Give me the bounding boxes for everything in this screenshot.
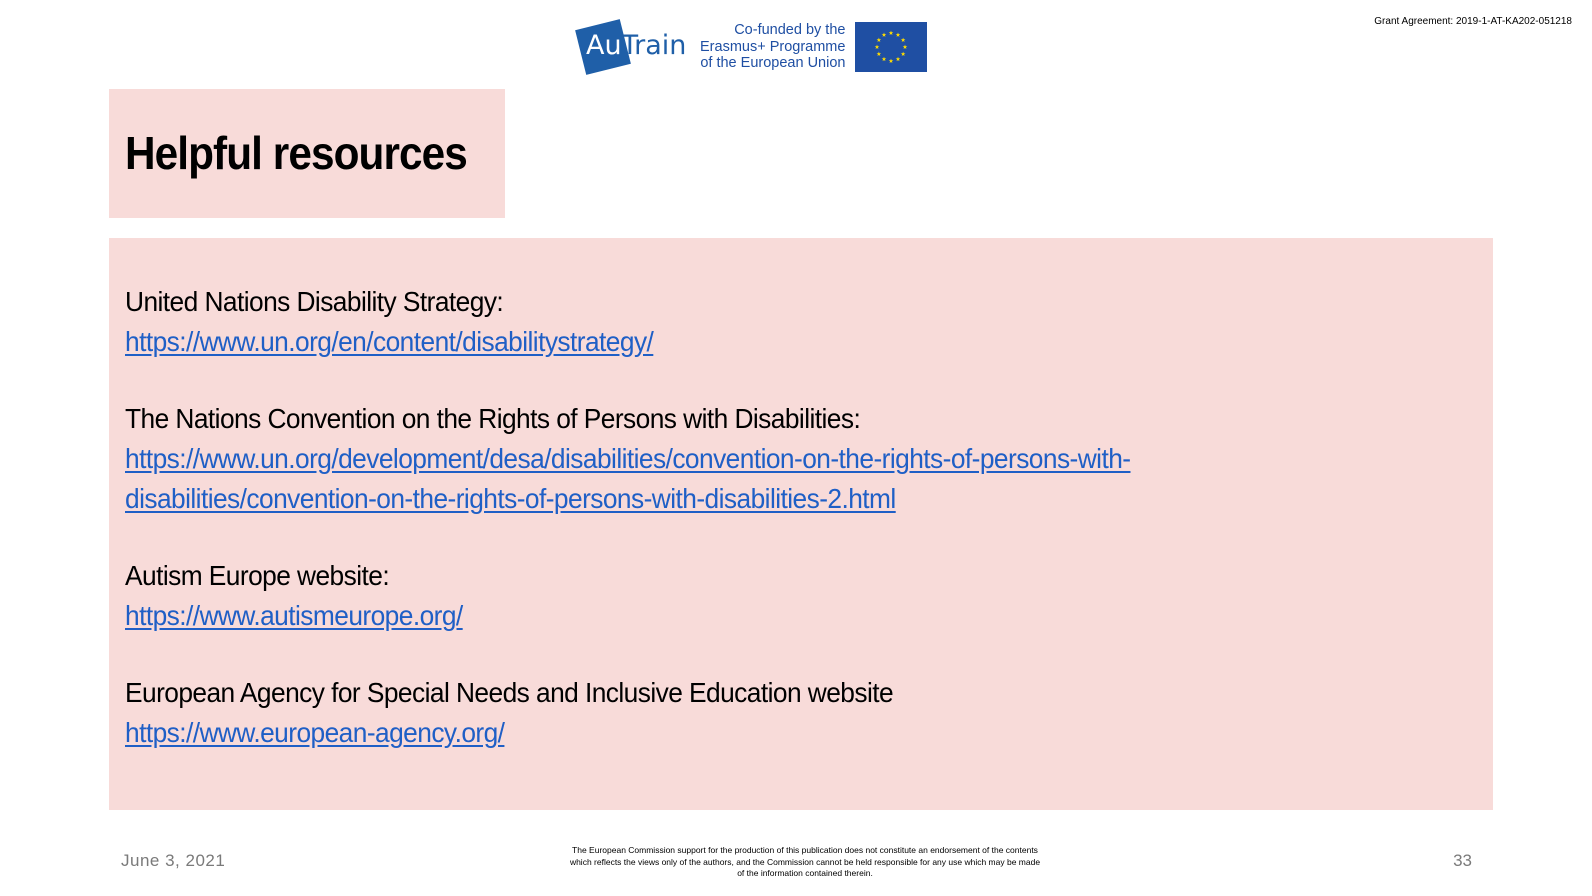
resource-autism-europe bbox=[125, 556, 463, 636]
autrain-logo-wordmark: AuTrain bbox=[586, 30, 687, 61]
resource-label: The Nations Convention on the Rights of Persons with Disabilities: bbox=[125, 403, 861, 434]
resource-link[interactable]: https://www.autismeurope.org/ bbox=[125, 600, 463, 631]
resource-label: Autism Europe website: bbox=[125, 560, 390, 591]
resource-link-continued[interactable]: disabilities/convention-on-the-rights-of-persons-with-disabilities-2.html bbox=[125, 483, 896, 514]
resource-label: European Agency for Special Needs and Inclusive Education website bbox=[125, 677, 894, 708]
title-panel bbox=[109, 89, 505, 218]
resource-label: United Nations Disability Strategy: bbox=[125, 286, 504, 317]
page-number: 33 bbox=[1453, 851, 1472, 870]
eu-flag-icon bbox=[855, 22, 927, 72]
grant-agreement-text: Grant Agreement: 2019-1-AT-KA202-051218 bbox=[1374, 16, 1572, 27]
page-title: Helpful resources bbox=[125, 127, 467, 179]
autrain-logo bbox=[578, 18, 690, 76]
resource-link[interactable]: https://www.un.org/en/content/disabilitystrategy/ bbox=[125, 326, 654, 357]
footer-disclaimer: The European Commission support for the production of this publication does not constitute an endorsement of the contents which reflects the views only of the authors, and the Commission cannot be held responsible for any use which may be made of the information contained therein. bbox=[569, 845, 1041, 878]
resource-european-agency bbox=[125, 673, 893, 753]
resources-panel bbox=[109, 238, 1493, 810]
resource-link[interactable]: https://www.european-agency.org/ bbox=[125, 717, 505, 748]
resource-un-convention bbox=[125, 399, 1130, 519]
resource-link[interactable]: https://www.un.org/development/desa/disabilities/convention-on-the-rights-of-persons-with- bbox=[125, 443, 1131, 474]
resource-un-strategy bbox=[125, 282, 653, 362]
cofunded-text: Co-funded by the Erasmus+ Programme of the European Union bbox=[700, 22, 846, 72]
footer-date: June 3, 2021 bbox=[121, 851, 226, 870]
header-logos bbox=[578, 18, 927, 76]
